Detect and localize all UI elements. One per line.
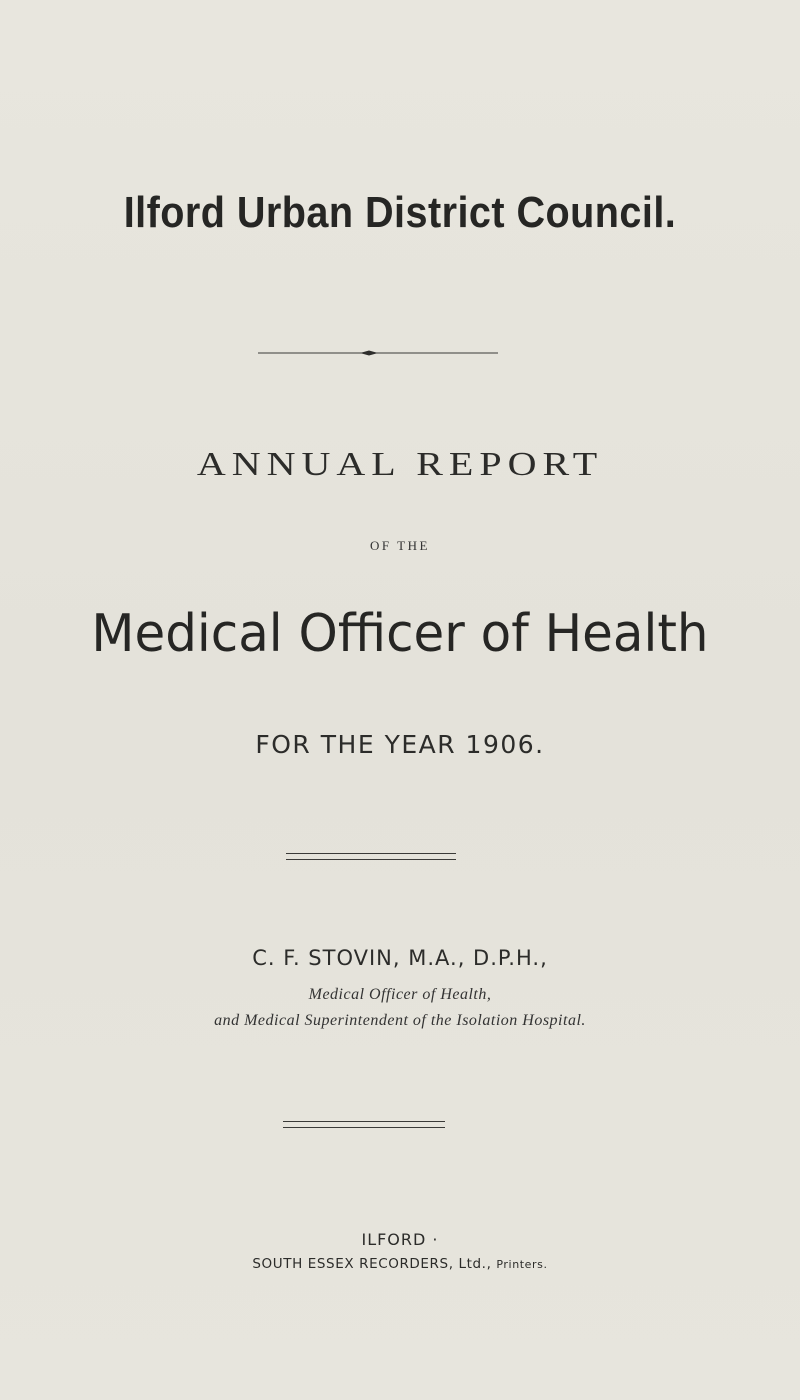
author-role-line-1: Medical Officer of Health, (308, 986, 492, 1003)
publication-place: ILFORD · (361, 1230, 439, 1249)
ornamental-rule (258, 350, 498, 356)
council-heading: Ilford Urban District Council. (123, 188, 677, 237)
double-rule-divider (286, 853, 456, 860)
double-rule-divider (283, 1121, 445, 1128)
printer-suffix: Printers. (496, 1258, 548, 1271)
of-the-label: OF THE (370, 538, 430, 553)
report-title: ANNUAL REPORT (196, 444, 604, 483)
printer-name: SOUTH ESSEX RECORDERS, Ltd., (252, 1256, 492, 1272)
report-year: FOR THE YEAR 1906. (255, 730, 545, 759)
author-name: C. F. STOVIN, M.A., D.P.H., (252, 946, 548, 970)
officer-title: Medical Officer of Health (91, 604, 709, 664)
printer-imprint (0, 1256, 800, 1272)
author-role-line-2: and Medical Superintendent of the Isolation Hospital. (214, 1012, 586, 1029)
